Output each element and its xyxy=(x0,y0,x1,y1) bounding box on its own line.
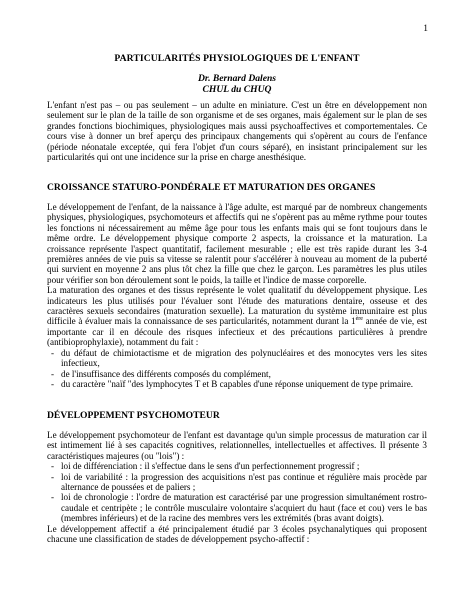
laws-list xyxy=(47,461,427,523)
list-item: - du défaut de chimiotactisme et de migration des polynucléaires et des monocytes vers les sites infectieux, xyxy=(47,348,427,369)
author-name: Dr. Bernard Dalens xyxy=(197,73,277,84)
list-item: - de l'insuffisance des différents composés du complément, xyxy=(47,369,427,379)
list-item: - loi de variabilité : la progression des acquisitions n'est pas continue et régulière mais procède par alternance de poussées et de paliers ; xyxy=(47,472,427,493)
ordinal-superscript: ère xyxy=(355,316,363,323)
maturation-paragraph xyxy=(47,285,427,347)
author-affiliation: CHUL du CHUQ xyxy=(202,84,272,95)
maturation-text-a: La maturation des organes et des tissus représente le volet qualitatif du développement physique. Les indicateurs les plus utilisés pour l'évaluer sont l'étude des maturations dentaire, osseuse et des caractères sexuels secondaires (maturation sexuelle). La maturation du système immunitaire est plus difficile à évaluer mais la connaissance de ses particularités, notamment durant la 1 xyxy=(47,285,427,327)
list-item: - loi de chronologie : l'ordre de maturation est caractérisé par une progression simultanément rostro-caudale et centripète ; le contrôle musculaire volontaire s'acquiert du haut (face et cou) vers le bas (membres inférieurs) et de la racine des membres vers les extrémités (bras avant doigts). xyxy=(47,492,427,523)
immunity-list xyxy=(47,348,427,390)
croissance-paragraph: Le développement de l'enfant, de la naissance à l'âge adulte, est marqué par de nombreux changements physiques, physiologiques, psychomoteurs et affectifs qui ne s'opèrent pas au même rythme pour toutes les fonctions ni nécessairement au même âge pour tous les enfants mais qui se font toujours dans le même ordre. Le développement physique comporte 2 aspects, la croissance et la maturation. La croissance représente l'aspect quantitatif, facilement mesurable ; elle est très rapide durant les 3-4 premières années de vie puis sa vitesse se ralentit pour s'accélérer à nouveau au moment de la puberté qui survient en moyenne 2 ans plus tôt chez la fille que chez le garçon. Les paramètres les plus utiles pour vérifier son bon déroulement sont le poids, la taille et l'indice de masse corporelle. xyxy=(47,202,427,285)
document-title: PARTICULARITÉS PHYSIOLOGIQUES DE L'ENFANT xyxy=(114,53,360,64)
section-psychomoteur-body xyxy=(47,430,427,544)
psychomoteur-paragraph: Le développement psychomoteur de l'enfant est davantage qu'un simple processus de maturation car il est intimement lié à ses capacités cognitives, relationnelles, intellectuelles et affectives. Il présente 3 caractéristiques majeures (ou "lois") : xyxy=(47,430,427,461)
list-item: - loi de différenciation : il s'effectue dans le sens d'un perfectionnement progressif ; xyxy=(47,461,427,471)
section-heading-croissance: CROISSANCE STATURO-PONDÉRALE ET MATURATION DES ORGANES xyxy=(47,182,376,193)
maturation-text-b: année de vie, est importante car il en découle des risques infectieux et des précautions particulières à prendre (antibioprophylaxie), notamment du fait : xyxy=(47,316,427,348)
section-croissance-body xyxy=(47,202,427,389)
list-item: - du caractère "naïf "des lymphocytes T et B capables d'une réponse uniquement de type primaire. xyxy=(47,379,427,389)
section-heading-psychomoteur: DÉVELOPPEMENT PSYCHOMOTEUR xyxy=(47,410,220,421)
intro-paragraph xyxy=(47,100,427,162)
page-number: 1 xyxy=(423,24,428,34)
author-block xyxy=(0,73,474,95)
affectif-paragraph: Le développement affectif a été principalement étudié par 3 écoles psychanalytiques qui proposent chacune une classification de stades de développement psycho-affectif : xyxy=(47,523,427,545)
intro-text: L'enfant n'est pas – ou pas seulement – un adulte en miniature. C'est un être en développement non seulement sur le plan de la taille de son organisme et de ses organes, mais également sur le plan de ses grandes fonctions biochimiques, physiologiques mais aussi psychoaffectives et comportementales. Ce cours vise à donner un bref aperçu des principaux changements qui s'opèrent au cours de l'enfance (période néonatale exceptée, qui fera l'objet d'un cours séparé), en insistant principalement sur les particularités qui ont une incidence sur la prise en charge anesthésique. xyxy=(47,100,427,163)
